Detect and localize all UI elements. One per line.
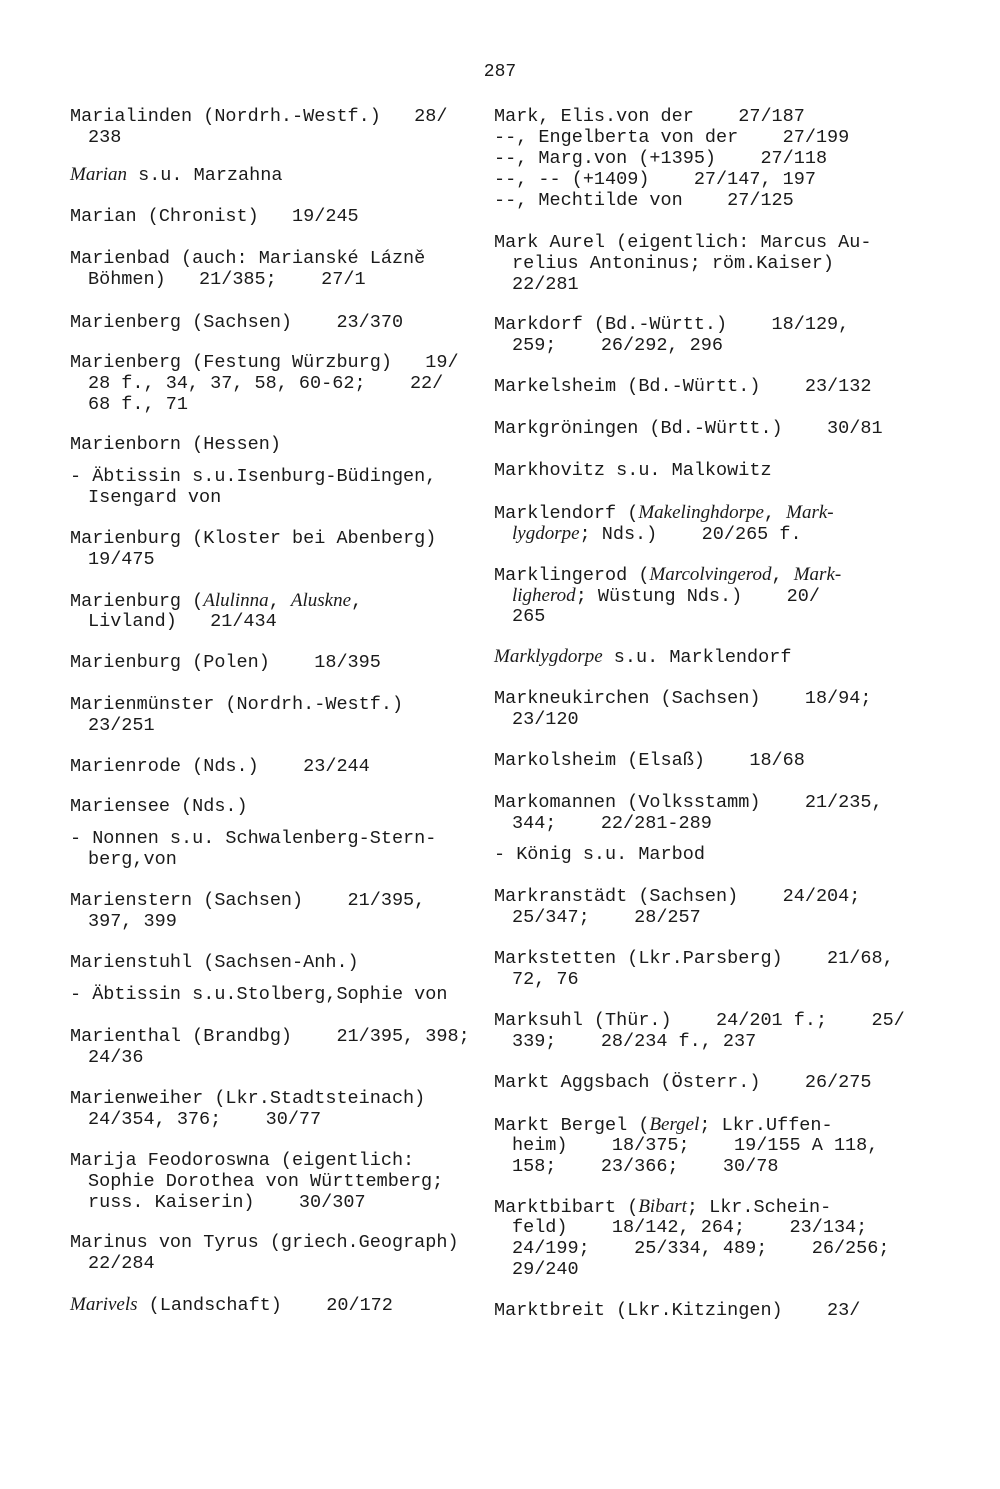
index-entry	[70, 890, 425, 932]
index-entry	[70, 1232, 459, 1274]
index-entry	[494, 127, 849, 148]
entry-continuation: 22/284	[88, 1253, 155, 1274]
entry-heading: Marinus von Tyrus (griech.Geograph)	[70, 1232, 459, 1253]
index-entry	[494, 1010, 905, 1052]
index-entry	[494, 314, 849, 356]
entry-continuation: Sophie Dorothea von Württemberg;	[88, 1171, 444, 1192]
entry-continuation: 339; 28/234 f., 237	[512, 1031, 757, 1052]
entry-heading: - Nonnen s.u. Schwalenberg-Stern-	[70, 828, 437, 849]
entry-continuation: 72, 76	[512, 969, 579, 990]
entry-heading: Marklingerod (Marcolvingerod, Mark-	[494, 564, 842, 586]
entry-continuation: feld) 18/142, 264; 23/134;	[512, 1217, 868, 1238]
entry-heading: - Äbtissin s.u.Isenburg-Büdingen,	[70, 466, 437, 487]
entry-heading: Marienburg (Polen) 18/395	[70, 652, 381, 673]
entry-continuation: relius Antoninus; röm.Kaiser)	[512, 253, 834, 274]
entry-continuation: 22/281	[512, 274, 579, 295]
index-entry	[70, 1294, 393, 1315]
entry-heading: Marktbibart (Bibart; Lkr.Schein-	[494, 1196, 832, 1218]
index-entry	[494, 844, 705, 865]
entry-heading: Marienstuhl (Sachsen-Anh.)	[70, 952, 359, 973]
index-entry	[70, 1088, 425, 1130]
index-entry	[494, 792, 883, 834]
entry-heading: Marienthal (Brandbg) 21/395, 398;	[70, 1026, 470, 1047]
entry-heading: Marienweiher (Lkr.Stadtsteinach)	[70, 1088, 426, 1109]
entry-continuation: lygdorpe; Nds.) 20/265 f.	[512, 523, 802, 545]
entry-continuation: Böhmen) 21/385; 27/1	[88, 269, 366, 290]
index-entry	[494, 886, 860, 928]
entry-heading: Markstetten (Lkr.Parsberg) 21/68,	[494, 948, 894, 969]
index-entry	[70, 352, 459, 415]
index-entry	[70, 528, 436, 570]
index-entry	[494, 948, 894, 990]
entry-continuation: 29/240	[512, 1259, 579, 1280]
entry-continuation: 23/251	[88, 715, 155, 736]
index-entry	[494, 148, 827, 169]
entry-heading: Marienberg (Sachsen) 23/370	[70, 312, 404, 333]
entry-heading: Marklygdorpe s.u. Marklendorf	[494, 646, 792, 668]
entry-continuation: 158; 23/366; 30/78	[512, 1156, 779, 1177]
entry-continuation: 259; 26/292, 296	[512, 335, 723, 356]
index-entry	[70, 312, 403, 333]
index-entry	[70, 952, 359, 973]
index-entry	[494, 688, 871, 730]
index-entry	[494, 190, 794, 211]
index-entry	[70, 796, 248, 817]
entry-heading: Mariensee (Nds.)	[70, 796, 248, 817]
index-entry	[70, 590, 362, 632]
index-entry	[494, 1114, 878, 1177]
index-entry	[494, 232, 871, 295]
entry-heading: Markneukirchen (Sachsen) 18/94;	[494, 688, 872, 709]
entry-continuation: 238	[88, 127, 122, 148]
entry-heading: - Äbtissin s.u.Stolberg,Sophie von	[70, 984, 448, 1005]
entry-heading: Markt Bergel (Bergel; Lkr.Uffen-	[494, 1114, 833, 1136]
entry-heading: Marksuhl (Thür.) 24/201 f.; 25/	[494, 1010, 905, 1031]
entry-heading: Marienstern (Sachsen) 21/395,	[70, 890, 426, 911]
index-entry	[70, 984, 447, 1005]
page-number: 287	[483, 62, 517, 82]
index-entry	[494, 418, 883, 439]
entry-continuation: Isengard von	[88, 487, 222, 508]
index-entry	[494, 460, 772, 481]
index-entry	[70, 164, 282, 185]
entry-heading: Marklendorf (Makelinghdorpe, Mark-	[494, 502, 834, 524]
entry-heading: Markhovitz s.u. Malkowitz	[494, 460, 772, 481]
entry-heading: Markranstädt (Sachsen) 24/204;	[494, 886, 861, 907]
index-entry	[494, 106, 805, 127]
index-entry	[70, 1150, 443, 1213]
entry-heading: Marienburg (Kloster bei Abenberg)	[70, 528, 437, 549]
entry-heading: Markdorf (Bd.-Württ.) 18/129,	[494, 314, 850, 335]
index-entry	[494, 750, 805, 771]
entry-continuation: berg,von	[88, 849, 177, 870]
entry-heading: Marian s.u. Marzahna	[70, 164, 283, 186]
index-entry	[494, 564, 841, 627]
index-entry	[70, 206, 359, 227]
index-entry	[494, 1072, 871, 1093]
entry-heading: Marienbad (auch: Marianské Lázně	[70, 248, 426, 269]
index-entry	[70, 828, 436, 870]
entry-continuation: 28 f., 34, 37, 58, 60-62; 22/	[88, 373, 444, 394]
entry-heading: Marija Feodoroswna (eigentlich:	[70, 1150, 415, 1171]
entry-heading: --, Marg.von (+1395) 27/118	[494, 148, 828, 169]
entry-heading: Markelsheim (Bd.-Württ.) 23/132	[494, 376, 872, 397]
index-entry	[70, 466, 436, 508]
entry-continuation: 23/120	[512, 709, 579, 730]
entry-heading: Markolsheim (Elsaß) 18/68	[494, 750, 805, 771]
entry-heading: Marienburg (Alulinna, Aluskne,	[70, 590, 363, 612]
entry-continuation: russ. Kaiserin) 30/307	[88, 1192, 366, 1213]
entry-heading: Markgröningen (Bd.-Württ.) 30/81	[494, 418, 883, 439]
entry-heading: Marienborn (Hessen)	[70, 434, 281, 455]
index-entry	[70, 652, 381, 673]
index-entry	[494, 646, 791, 667]
index-entry	[494, 169, 816, 190]
index-entry	[494, 1196, 889, 1280]
entry-continuation: ligherod; Wüstung Nds.) 20/	[512, 585, 820, 607]
entry-continuation: 25/347; 28/257	[512, 907, 701, 928]
entry-heading: Marialinden (Nordrh.-Westf.) 28/	[70, 106, 448, 127]
entry-heading: --, -- (+1409) 27/147, 197	[494, 169, 816, 190]
entry-heading: Mark, Elis.von der 27/187	[494, 106, 805, 127]
entry-heading: --, Mechtilde von 27/125	[494, 190, 794, 211]
entry-heading: Marienmünster (Nordrh.-Westf.)	[70, 694, 404, 715]
entry-continuation: 24/354, 376; 30/77	[88, 1109, 322, 1130]
entry-continuation: 68 f., 71	[88, 394, 188, 415]
entry-heading: Markt Aggsbach (Österr.) 26/275	[494, 1072, 872, 1093]
entry-continuation: Livland) 21/434	[88, 611, 277, 632]
index-entry	[494, 1300, 860, 1321]
index-entry	[70, 1026, 470, 1068]
index-entry	[70, 106, 447, 148]
entry-heading: Marienrode (Nds.) 23/244	[70, 756, 370, 777]
entry-heading: Mark Aurel (eigentlich: Marcus Au-	[494, 232, 872, 253]
index-entry	[70, 694, 403, 736]
entry-continuation: 344; 22/281-289	[512, 813, 712, 834]
entry-heading: Marian (Chronist) 19/245	[70, 206, 359, 227]
index-entry	[70, 248, 425, 290]
entry-continuation: 24/36	[88, 1047, 144, 1068]
entry-continuation: heim) 18/375; 19/155 A 118,	[512, 1135, 879, 1156]
entry-continuation: 265	[512, 606, 546, 627]
entry-heading: - König s.u. Marbod	[494, 844, 705, 865]
entry-heading: Markomannen (Volksstamm) 21/235,	[494, 792, 883, 813]
index-entry	[70, 756, 370, 777]
entry-heading: Marivels (Landschaft) 20/172	[70, 1294, 393, 1316]
index-entry	[494, 376, 871, 397]
entry-heading: --, Engelberta von der 27/199	[494, 127, 850, 148]
entry-continuation: 397, 399	[88, 911, 177, 932]
index-entry	[494, 502, 834, 544]
entry-continuation: 24/199; 25/334, 489; 26/256;	[512, 1238, 890, 1259]
entry-heading: Marienberg (Festung Würzburg) 19/	[70, 352, 459, 373]
entry-continuation: 19/475	[88, 549, 155, 570]
entry-heading: Marktbreit (Lkr.Kitzingen) 23/	[494, 1300, 861, 1321]
index-entry	[70, 434, 281, 455]
